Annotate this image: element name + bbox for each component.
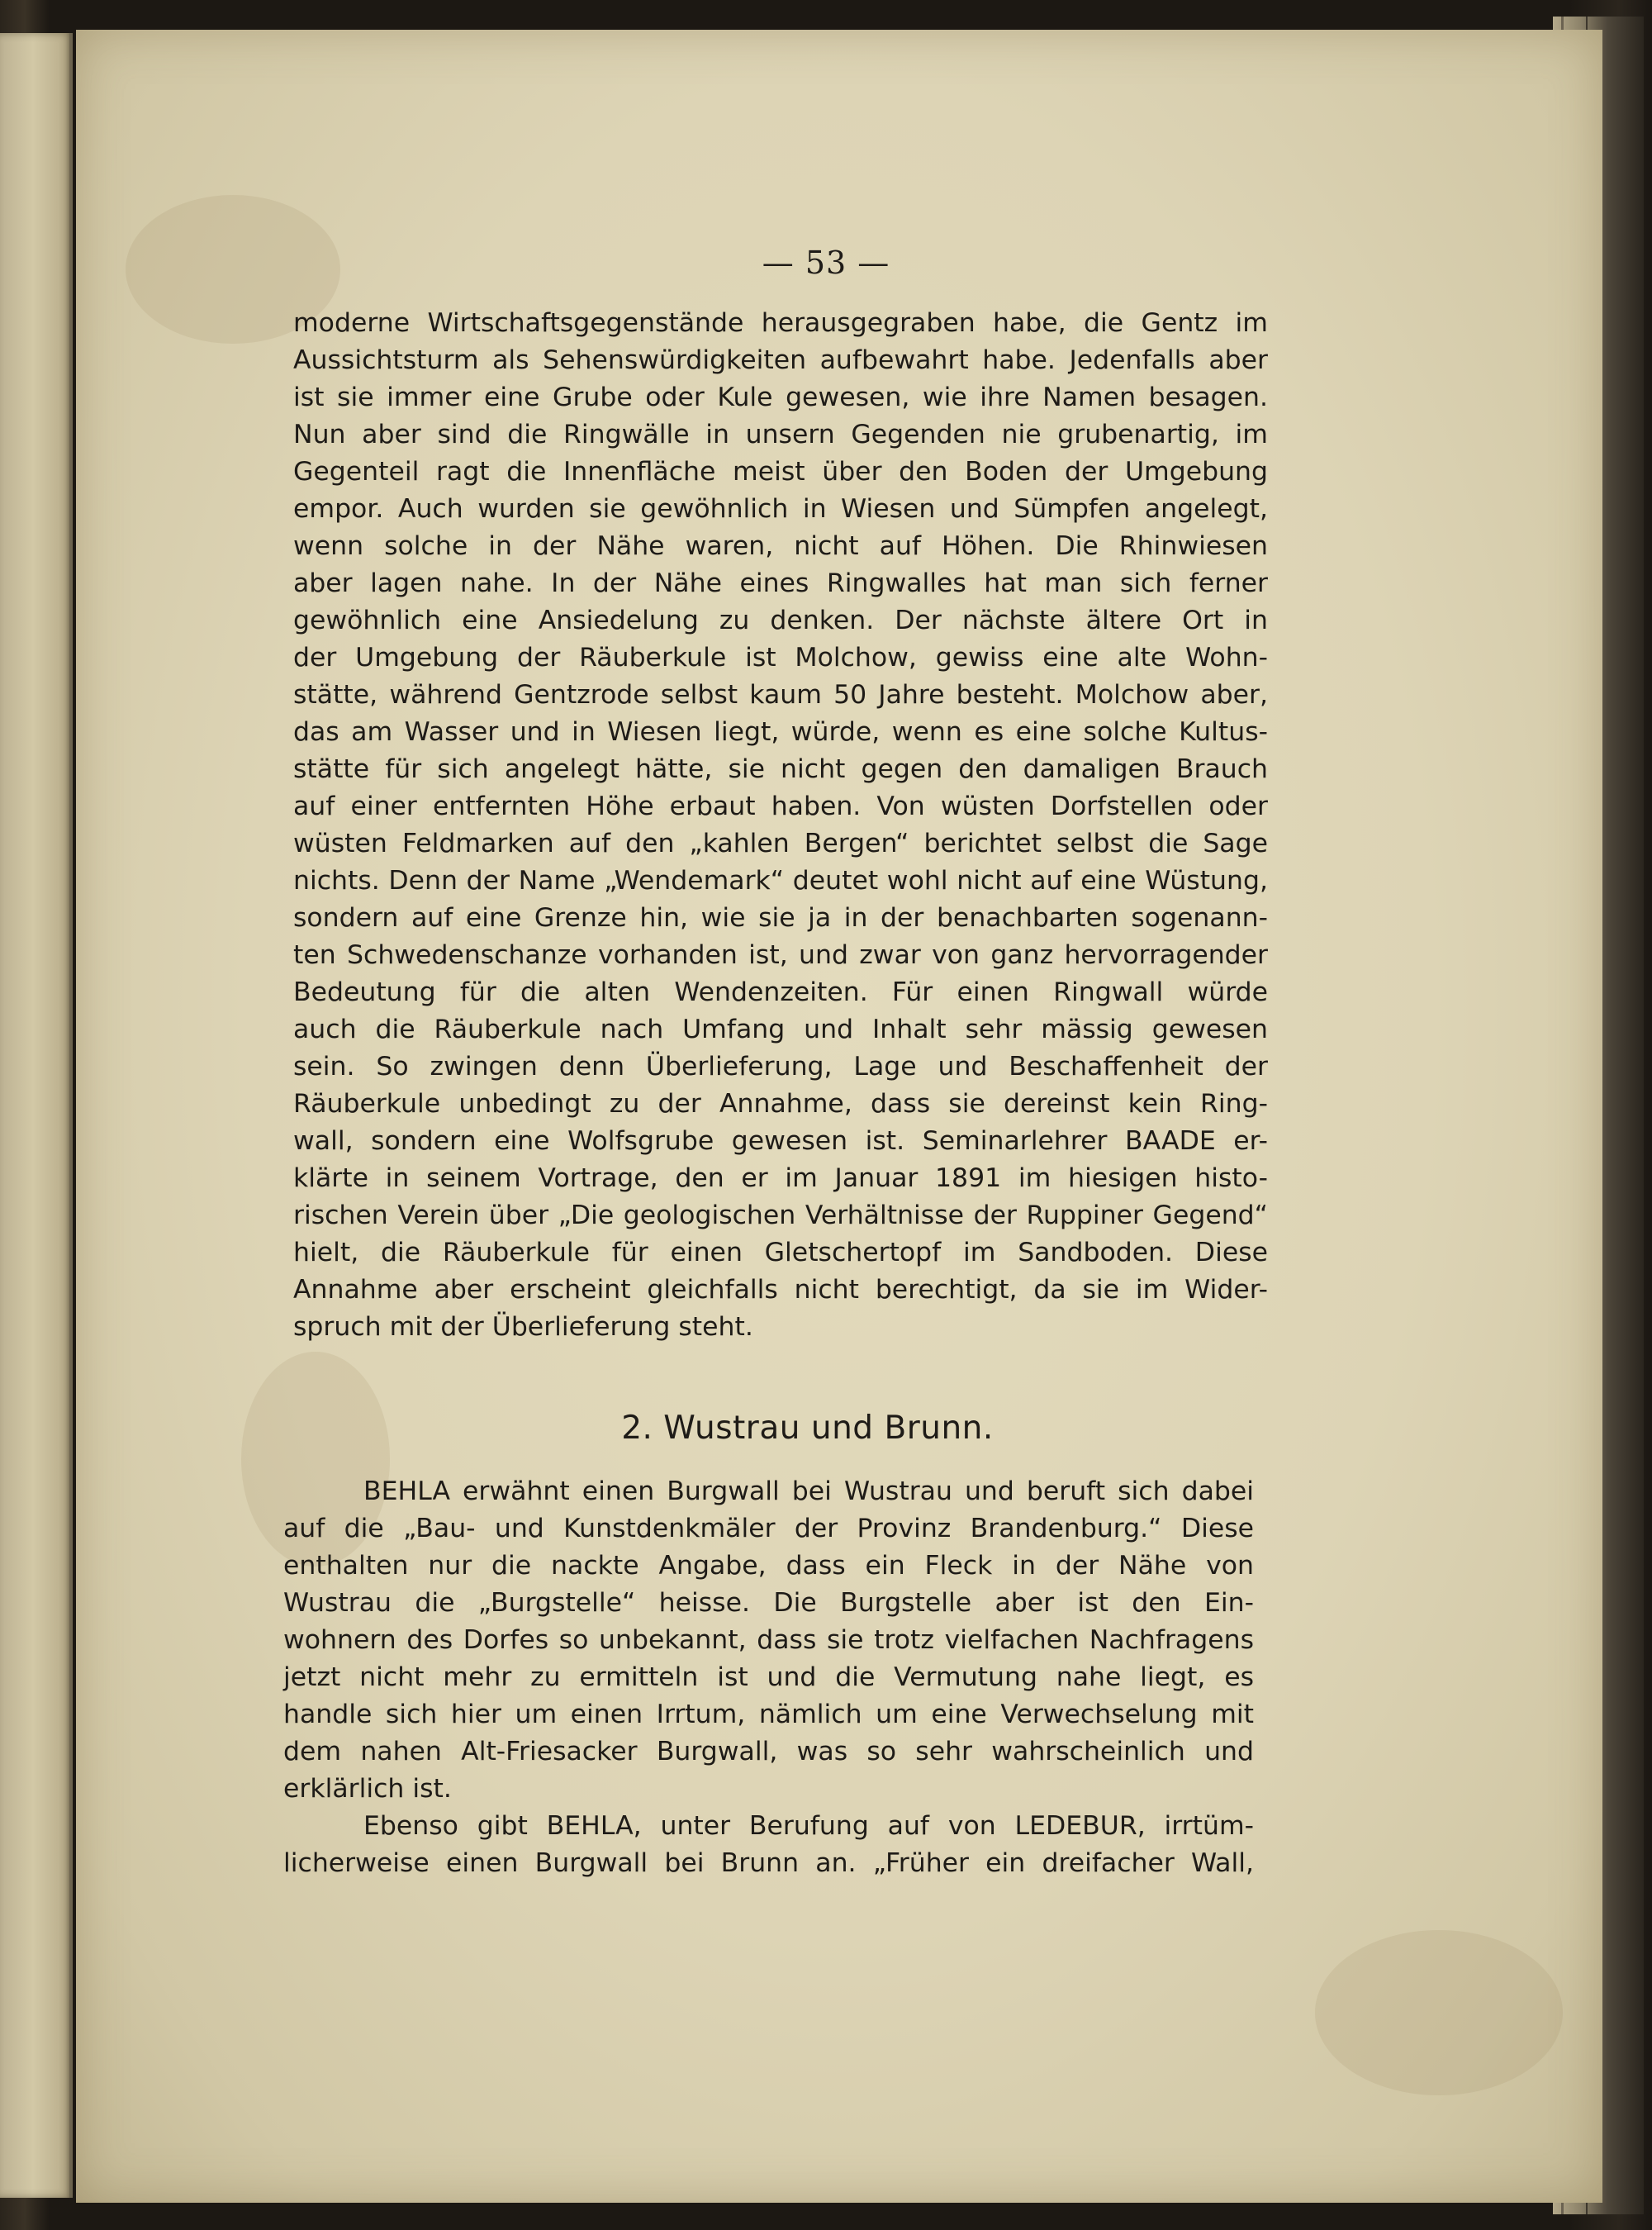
text-line: Nun aber sind die Ringwälle in unsern Gegenden nie grubenartig, im	[293, 420, 1268, 449]
text-line: enthalten nur die nackte Angabe, dass ein Fleck in der Nähe von	[283, 1551, 1254, 1581]
text-line: Ebenso gibt BEHLA, unter Berufung auf von LEDEBUR, irrtüm-	[363, 1811, 1254, 1841]
text-line: licherweise einen Burgwall bei Brunn an. „Früher ein dreifacher Wall,	[283, 1848, 1254, 1878]
text-line: stätte, während Gentzrode selbst kaum 50 Jahre besteht. Molchow aber,	[293, 680, 1268, 710]
text-line: Räuberkule unbedingt zu der Annahme, dass sie dereinst kein Ring-	[293, 1089, 1268, 1119]
text-line: aber lagen nahe. In der Nähe eines Ringwalles hat man sich ferner	[293, 568, 1268, 598]
text-line: Bedeutung für die alten Wendenzeiten. Für einen Ringwall würde	[293, 977, 1268, 1007]
text-line: Wustrau die „Burgstelle“ heisse. Die Burgstelle aber ist den Ein-	[283, 1588, 1254, 1618]
text-line: Gegenteil ragt die Innenfläche meist über den Boden der Umgebung	[293, 457, 1268, 487]
text-line: der Umgebung der Räuberkule ist Molchow, gewiss eine alte Wohn-	[293, 643, 1268, 673]
page-number: — 53 —	[762, 245, 890, 281]
text-line: empor. Auch wurden sie gewöhnlich in Wiesen und Sümpfen angelegt,	[293, 494, 1268, 524]
text-line: auf die „Bau- und Kunstdenkmäler der Provinz Brandenburg.“ Diese	[283, 1514, 1254, 1543]
facing-page-edge	[0, 33, 73, 2198]
text-line: das am Wasser und in Wiesen liegt, würde, wenn es eine solche Kultus-	[293, 717, 1268, 747]
text-line: rischen Verein über „Die geologischen Verhältnisse der Ruppiner Gegend“	[293, 1201, 1268, 1230]
text-line: ten Schwedenschanze vorhanden ist, und zwar von ganz hervorragender	[293, 940, 1268, 970]
text-line: hielt, die Räuberkule für einen Gletschertopf im Sandboden. Diese	[293, 1238, 1268, 1267]
text-line: gewöhnlich eine Ansiedelung zu denken. Der nächste ältere Ort in	[293, 606, 1268, 635]
text-line: wall, sondern eine Wolfsgrube gewesen ist. Seminarlehrer BAADE er-	[293, 1126, 1268, 1156]
paper-stain	[1315, 1930, 1563, 2095]
text-line: auf einer entfernten Höhe erbaut haben. Von wüsten Dorfstellen oder	[293, 792, 1268, 821]
text-line: klärte in seinem Vortrage, den er im Januar 1891 im hiesigen histo-	[293, 1163, 1268, 1193]
text-line: spruch mit der Überlieferung steht.	[293, 1312, 753, 1342]
text-line: moderne Wirtschaftsgegenstände herausgegraben habe, die Gentz im	[293, 308, 1268, 338]
text-line: wüsten Feldmarken auf den „kahlen Bergen“ berichtet selbst die Sage	[293, 829, 1268, 858]
section-heading: 2. Wustrau und Brunn.	[621, 1410, 994, 1447]
text-line: dem nahen Alt-Friesacker Burgwall, was so sehr wahrscheinlich und	[283, 1737, 1254, 1766]
text-line: sondern auf eine Grenze hin, wie sie ja in der benachbarten sogenann-	[293, 903, 1268, 933]
text-line: BEHLA erwähnt einen Burgwall bei Wustrau und beruft sich dabei	[363, 1476, 1254, 1506]
text-line: Annahme aber erscheint gleichfalls nicht berechtigt, da sie im Wider-	[293, 1275, 1268, 1305]
text-line: handle sich hier um einen Irrtum, nämlich um eine Verwechselung mit	[283, 1700, 1254, 1729]
text-line: nichts. Denn der Name „Wendemark“ deutet wohl nicht auf eine Wüstung,	[293, 866, 1268, 896]
text-line: Aussichtsturm als Sehenswürdigkeiten aufbewahrt habe. Jedenfalls aber	[293, 345, 1268, 375]
text-line: wenn solche in der Nähe waren, nicht auf Höhen. Die Rhinwiesen	[293, 531, 1268, 561]
text-line: stätte für sich angelegt hätte, sie nicht gegen den damaligen Brauch	[293, 754, 1268, 784]
text-line: sein. So zwingen denn Überlieferung, Lage und Beschaffenheit der	[293, 1052, 1268, 1082]
text-line: auch die Räuberkule nach Umfang und Inhalt sehr mässig gewesen	[293, 1015, 1268, 1044]
text-line: ist sie immer eine Grube oder Kule gewesen, wie ihre Namen besagen.	[293, 383, 1268, 412]
text-line: erklärlich ist.	[283, 1774, 452, 1804]
text-line: wohnern des Dorfes so unbekannt, dass sie trotz vielfachen Nachfragens	[283, 1625, 1254, 1655]
text-line: jetzt nicht mehr zu ermitteln ist und die Vermutung nahe liegt, es	[283, 1662, 1254, 1692]
